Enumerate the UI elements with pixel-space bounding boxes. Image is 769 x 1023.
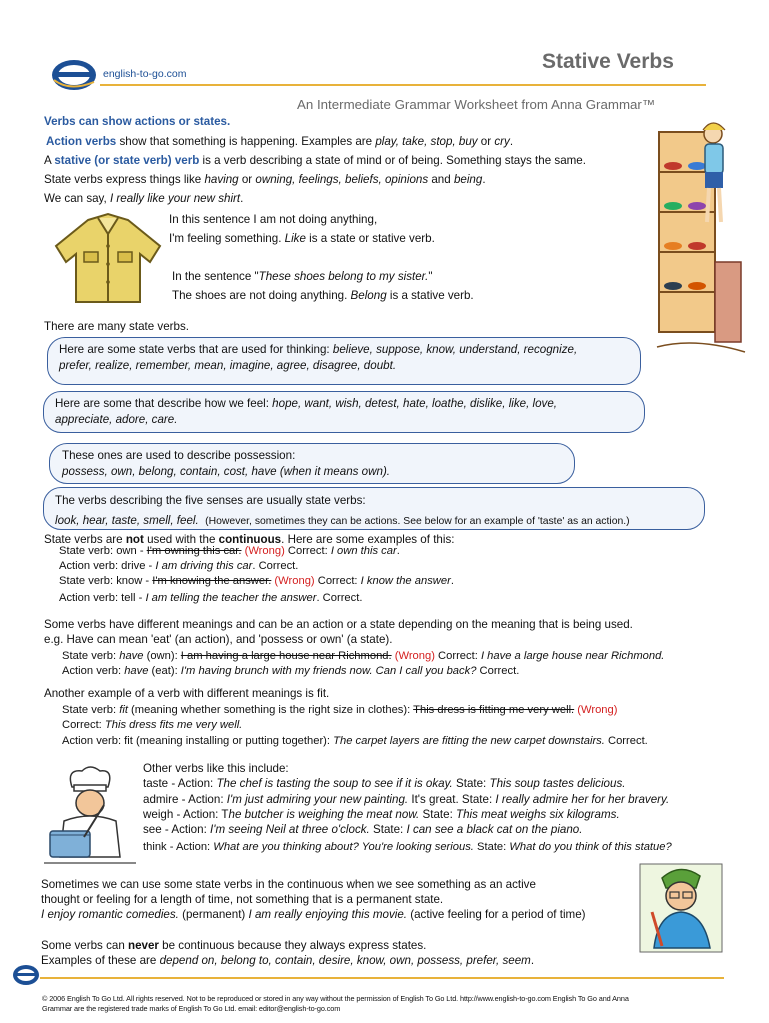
- sometimes-line-2: thought or feeling for a length of time, not something that is a permanent state.: [41, 893, 444, 906]
- brand-name: english-to-go.com: [103, 68, 187, 80]
- fit-heading: Another example of a verb with different meanings is fit.: [44, 687, 330, 700]
- admire-example: admire - Action: I'm just admiring your new painting. It's great. State: I really admire her for her bravery.: [143, 793, 670, 806]
- thinking-verbs-line-1: Here are some state verbs that are used for thinking: believe, suppose, know, understand, recognize,: [59, 343, 578, 356]
- never-continuous-examples: Examples of these are depend on, belong to, contain, desire, know, own, possess, prefer, seem.: [41, 954, 535, 967]
- continuous-example-2: Action verb: drive - I am driving this car. Correct.: [59, 560, 299, 572]
- have-state-example: State verb: have (own): I am having a large house near Richmond. (Wrong) Correct: I have a large house near Richmond.: [62, 650, 665, 662]
- never-continuous-line: Some verbs can never be continuous because they always express states.: [41, 939, 427, 952]
- meanings-line-2: e.g. Have can mean 'eat' (an action), and 'possess or own' (a state).: [44, 633, 393, 646]
- continuous-heading: State verbs are not used with the continuous. Here are some examples of this:: [44, 533, 455, 546]
- intro-line-2: A stative (or state verb) verb is a verb describing a state of mind or of being. Something stays the same.: [44, 154, 586, 167]
- footer-logo: [12, 964, 40, 986]
- possession-verbs-line-1: These ones are used to describe possession:: [62, 449, 296, 462]
- possession-verbs-line-2: possess, own, belong, contain, cost, have (when it means own).: [62, 465, 391, 478]
- artist-illustration: [636, 860, 726, 956]
- chef-illustration: [44, 765, 136, 865]
- fit-correct-example: Correct: This dress fits me very well.: [62, 719, 243, 731]
- fit-action-example: Action verb: fit (meaning installing or putting together): The carpet layers are fitting the new carpet downstairs. Correct.: [62, 735, 648, 747]
- shoe-shelf-illustration: [655, 112, 750, 360]
- intro-line-1: Action verbs show that something is happening. Examples are play, take, stop, buy or cry.: [46, 135, 514, 148]
- footer-copyright: © 2006 English To Go Ltd. All rights reserved. Not to be reproduced or stored in any way without the permission of English To Go Ltd. http://www.english-to-go.com English To Go and Anna Grammar are the registered trade marks of English To Go Ltd. email: editor@english-to-go.com: [42, 994, 629, 1013]
- shirt-sentence-2: I'm feeling something. Like is a state or stative verb.: [169, 232, 435, 245]
- fit-state-example: State verb: fit (meaning whether something is the right size in clothes): This dress is fitting me very well. (Wrong): [62, 704, 618, 716]
- intro-heading: Verbs can show actions or states.: [44, 115, 231, 128]
- senses-verbs-line-2: look, hear, taste, smell, feel. (However, sometimes they can be actions. See below for an example of 'taste' as an action.): [55, 514, 630, 527]
- shoes-sentence-2: The shoes are not doing anything. Belong is a stative verb.: [172, 289, 474, 302]
- meanings-line-1: Some verbs have different meanings and can be an action or a state depending on the meaning that is being used.: [44, 618, 633, 631]
- page-subtitle: An Intermediate Grammar Worksheet from Anna Grammar™: [297, 97, 656, 112]
- feeling-verbs-line-2: appreciate, adore, care.: [55, 413, 178, 426]
- intro-line-3: State verbs express things like having or owning, feelings, beliefs, opinions and being.: [44, 173, 486, 186]
- continuous-example-1: State verb: own - I'm owning this car. (Wrong) Correct: I own this car.: [59, 545, 400, 557]
- taste-example: taste - Action: The chef is tasting the soup to see if it is okay. State: This soup tastes delicious.: [143, 777, 626, 790]
- page-title: Stative Verbs: [542, 50, 674, 73]
- feeling-verbs-line-1: Here are some that describe how we feel: hope, want, wish, detest, hate, loathe, dislike, like, love,: [55, 397, 558, 410]
- intro-line-4: We can say, I really like your new shirt.: [44, 192, 244, 205]
- shoes-sentence-1: In the sentence "These shoes belong to my sister.": [172, 270, 433, 283]
- many-state-verbs: There are many state verbs.: [44, 320, 189, 333]
- thinking-verbs-line-2: prefer, realize, remember, mean, imagine, agree, disagree, doubt.: [59, 359, 397, 372]
- shirt-illustration: [48, 212, 168, 306]
- have-action-example: Action verb: have (eat): I'm having brunch with my friends now. Can I call you back? Correct.: [62, 665, 520, 677]
- sometimes-line-3: I enjoy romantic comedies. (permanent) I am really enjoying this movie. (active feeling for a period of time): [41, 908, 586, 921]
- other-verbs-heading: Other verbs like this include:: [143, 762, 289, 775]
- see-example: see - Action: I'm seeing Neil at three o'clock. State: I can see a black cat on the piano.: [143, 823, 583, 836]
- sometimes-line-1: Sometimes we can use some state verbs in the continuous when we see something as an active: [41, 878, 536, 891]
- weigh-example: weigh - Action: The butcher is weighing the meat now. State: This meat weighs six kilograms.: [143, 808, 620, 821]
- header-rule: [100, 84, 706, 86]
- senses-verbs-line-1: The verbs describing the five senses are usually state verbs:: [55, 494, 366, 507]
- think-example: think - Action: What are you thinking about? You're looking serious. State: What do you think of this statue?: [143, 841, 672, 853]
- continuous-example-3: State verb: know - I'm knowing the answer. (Wrong) Correct: I know the answer.: [59, 575, 454, 587]
- continuous-example-4: Action verb: tell - I am telling the teacher the answer. Correct.: [59, 592, 363, 604]
- shirt-sentence-1: In this sentence I am not doing anything,: [169, 213, 378, 226]
- brand-logo: [50, 58, 98, 92]
- footer-rule: [40, 977, 724, 979]
